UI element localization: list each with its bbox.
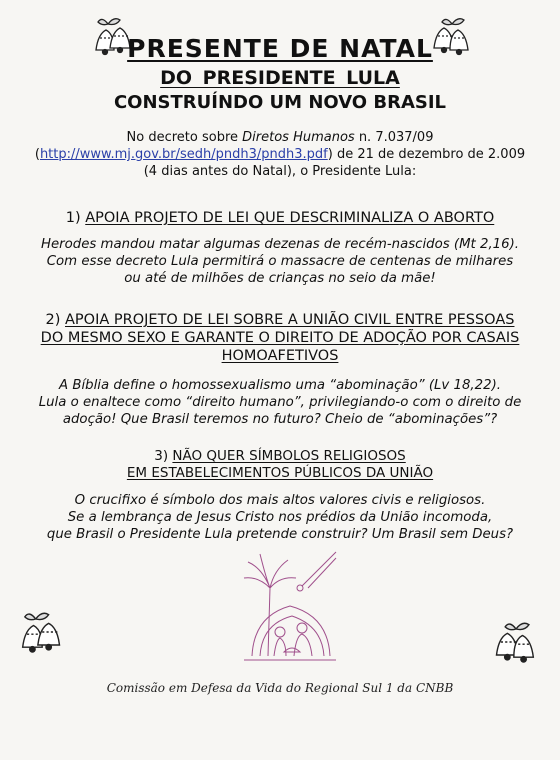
page-subtitle: DO PRESIDENTE LULA [160,67,400,89]
decree-link[interactable]: http://www.mj.gov.br/sedh/pndh3/pndh3.pdf [39,147,328,162]
intro-paren-open: ( [34,147,40,162]
section2-body [20,377,540,428]
intro-decree-name: Diretos Humanos [242,130,355,145]
intro-line1-pre: No decreto sobre [126,130,243,145]
page-title: PRESENTE DE NATAL [127,34,433,63]
section2-line: Lula o enaltece como “direito humano”, privilegiando-o com o direito de [38,395,522,410]
section1-line: Herodes mandou matar algumas dezenas de recém-nascidos (Mt 2,16). [40,237,520,252]
footer-signature: Comissão em Defesa da Vida do Regional Sul 1 da CNBB [106,681,454,695]
section3-heading-line: NÃO QUER SÍMBOLOS RELIGIOSOS [172,448,406,464]
section3-line: Se a lembrança de Jesus Cristo nos prédios da União incomoda, [67,510,493,525]
section1-number: 1) [65,210,81,226]
section1-body [20,236,540,287]
section3-line: que Brasil o Presidente Lula pretende construir? Um Brasil sem Deus? [46,527,514,542]
christmas-bells-icon [490,616,542,668]
title-block [0,34,560,115]
intro-line2-post: ) de 21 de dezembro de 2.009 [327,147,526,162]
section1-line: ou até de milhões de crianças no seio da mãe! [124,271,436,286]
section1-heading-text: APOIA PROJETO DE LEI QUE DESCRIMINALIZA O ABORTO [85,210,495,226]
section2-line: adoção! Que Brasil teremos no futuro? Cheio de “abominações”? [62,412,498,427]
intro-text [0,129,560,180]
section2-heading-line: APOIA PROJETO DE LEI SOBRE A UNIÃO CIVIL ENTRE PESSOAS [65,312,515,328]
section2-heading-line: DO MESMO SEXO E GARANTE O DIREITO DE ADOÇÃO POR CASAIS [40,330,520,346]
section1-line: Com esse decreto Lula permitirá o massacre de centenas de milhares [46,254,514,269]
section3-body [20,492,540,543]
section3-heading [20,448,540,482]
page-tagline: CONSTRUÍNDO UM NOVO BRASIL [113,92,447,113]
section2-heading [20,311,540,365]
section2-heading-line: HOMOAFETIVOS [221,348,339,364]
section1-heading [20,209,540,227]
intro-line3: (4 dias antes do Natal), o Presidente Lula: [143,164,417,179]
section2-line: A Bíblia define o homossexualismo uma “abominação” (Lv 18,22). [59,378,501,393]
section3-line: O crucifixo é símbolo dos mais altos valores civis e religiosos. [74,493,486,508]
intro-line1-post: n. 7.037/09 [354,130,434,145]
christmas-bells-icon [14,606,66,658]
nativity-scene-icon [240,548,340,666]
section3-number: 3) [154,448,169,464]
section3-heading-line: EM ESTABELECIMENTOS PÚBLICOS DA UNIÃO [126,465,434,481]
section2-number: 2) [45,312,61,328]
